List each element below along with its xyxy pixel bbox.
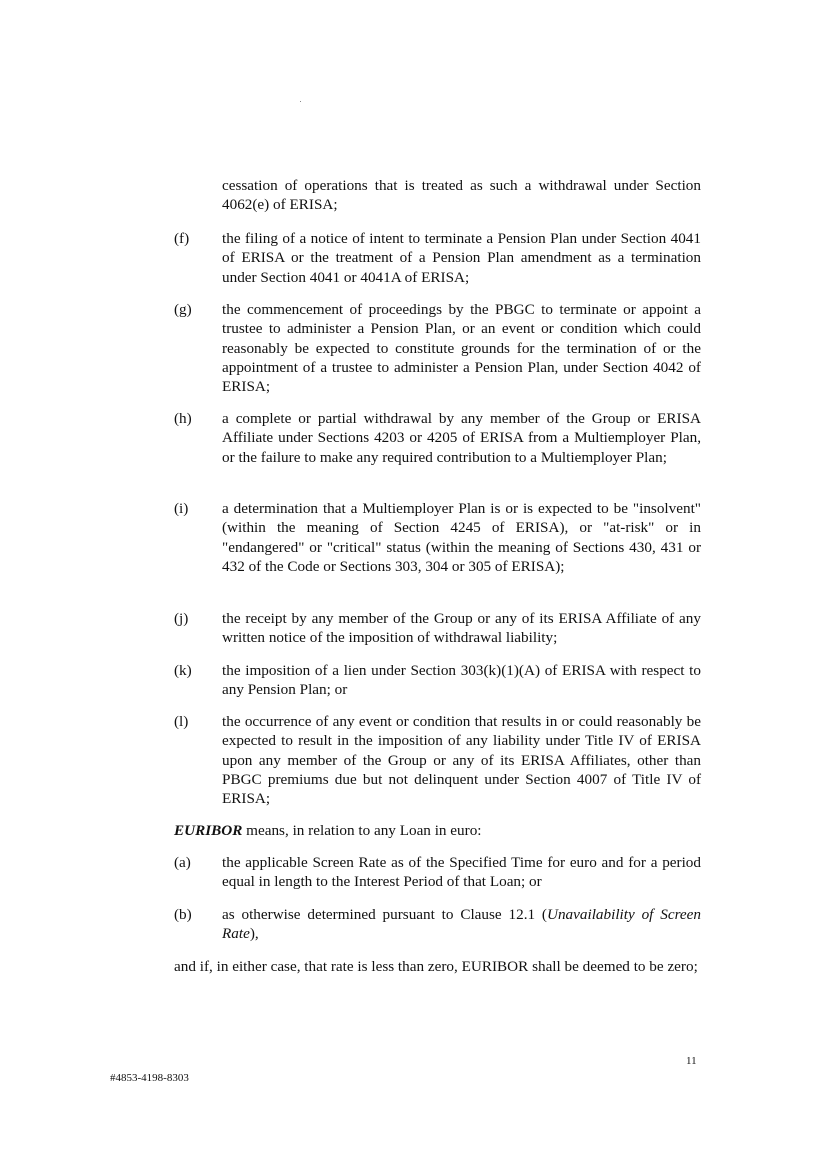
list-item-i xyxy=(174,499,701,576)
item-label: (g) xyxy=(174,301,192,318)
list-item-j xyxy=(174,609,701,648)
item-text: the imposition of a lien under Section 303(k)(1)(A) of ERISA with respect to any Pension Plan; or xyxy=(222,662,701,699)
euribor-definition-heading xyxy=(174,821,701,840)
item-label: (l) xyxy=(174,713,189,730)
item-text: the commencement of proceedings by the PBGC to terminate or appoint a trustee to administer a Pension Plan, or an event or condition which could reasonably be expected to constitute grounds for the termination of or the appointment of a trustee to administer a Pension Plan, under Section 4042 of ERISA; xyxy=(222,301,701,396)
euribor-item-b xyxy=(174,905,701,944)
item-text-post: ), xyxy=(249,925,259,943)
item-label: (b) xyxy=(174,906,192,923)
continuation-paragraph: cessation of operations that is treated as such a withdrawal under Section 4062(e) of ERISA; xyxy=(222,177,701,214)
list-item-h xyxy=(174,409,701,467)
item-text: the filing of a notice of intent to terminate a Pension Plan under Section 4041 of ERISA or the treatment of a Pension Plan amendment as a termination under Section 4041 or 4041A of ERISA; xyxy=(222,230,701,286)
item-text-pre: as otherwise determined pursuant to Clause 12.1 ( xyxy=(222,906,547,923)
definition-intro: means, in relation to any Loan in euro: xyxy=(242,822,482,839)
item-label: (k) xyxy=(174,662,192,679)
item-label: (h) xyxy=(174,410,192,427)
document-id: #4853-4198-8303 xyxy=(110,1072,189,1084)
item-text: the applicable Screen Rate as of the Specified Time for euro and for a period equal in length to the Interest Period of that Loan; or xyxy=(222,854,701,891)
item-label: (i) xyxy=(174,500,189,517)
item-label: (f) xyxy=(174,230,190,247)
clause-reference: Unavailability of Screen Rate xyxy=(222,906,701,943)
list-item-k xyxy=(174,661,701,700)
stray-mark xyxy=(300,101,301,102)
list-item-f xyxy=(174,229,701,287)
item-text: a complete or partial withdrawal by any member of the Group or ERISA Affiliate under Sections 4203 or 4205 of ERISA from a Multiemployer Plan, or the failure to make any required contribution to a Multiemployer Plan; xyxy=(222,410,701,466)
item-text: a determination that a Multiemployer Plan is or is expected to be "insolvent" (within the meaning of Section 4245 of ERISA), or "at-risk" or in "endangered" or "critical" status (within the meaning of Sections 430, 431 or 432 of the Code or Sections 303, 304 or 305 of ERISA); xyxy=(222,500,701,575)
item-label: (j) xyxy=(174,610,189,627)
item-text xyxy=(222,905,701,944)
defined-term: EURIBOR xyxy=(174,822,243,839)
euribor-closing-paragraph: and if, in either case, that rate is less than zero, EURIBOR shall be deemed to be zero; xyxy=(174,958,698,975)
page-number: 11 xyxy=(686,1055,697,1067)
item-text: the receipt by any member of the Group or any of its ERISA Affiliate of any written notice of the imposition of withdrawal liability; xyxy=(222,610,701,647)
item-label: (a) xyxy=(174,854,191,871)
euribor-item-a xyxy=(174,853,701,892)
item-text: the occurrence of any event or condition that results in or could reasonably be expected to result in the imposition of any liability under Title IV of ERISA upon any member of the Group or any of its ERISA Affiliates, other than PBGC premiums due but not delinquent under Section 4007 of Title IV of ERISA; xyxy=(222,713,701,808)
list-item-g xyxy=(174,300,701,396)
list-item-l xyxy=(174,712,701,808)
